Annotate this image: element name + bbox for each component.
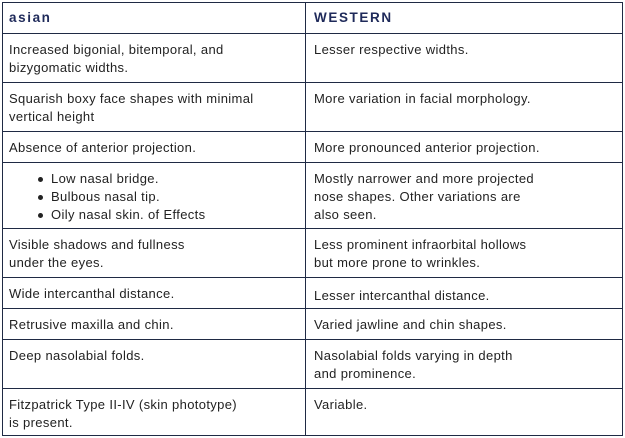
table-row <box>3 82 622 131</box>
western-cell <box>306 278 622 308</box>
cell-line: nose shapes. Other variations are <box>314 189 521 204</box>
western-cell <box>306 34 622 82</box>
western-cell <box>306 309 622 339</box>
table-row <box>3 388 622 435</box>
cell-line: Absence of anterior projection. <box>9 140 197 155</box>
asian-cell <box>3 83 306 131</box>
cell-line: More variation in facial morphology. <box>314 91 531 106</box>
cell-line: Less prominent infraorbital hollows <box>314 237 527 252</box>
comparison-table <box>2 2 623 436</box>
cell-line: Deep nasolabial folds. <box>9 348 145 363</box>
bullet-list <box>9 170 297 224</box>
asian-cell <box>3 132 306 162</box>
western-cell <box>306 340 622 388</box>
asian-cell <box>3 389 306 435</box>
cell-line: Varied jawline and chin shapes. <box>314 317 507 332</box>
asian-cell <box>3 229 306 277</box>
asian-cell <box>3 278 306 308</box>
header-western: WESTERN <box>314 10 393 25</box>
cell-line: vertical height <box>9 109 95 124</box>
cell-line: Wide intercanthal distance. <box>9 286 175 301</box>
cell-line: also seen. <box>314 207 377 222</box>
table-row <box>3 131 622 162</box>
western-cell <box>306 83 622 131</box>
cell-line: and prominence. <box>314 366 417 381</box>
cell-line: under the eyes. <box>9 255 104 270</box>
cell-line: bizygomatic widths. <box>9 60 129 75</box>
bullet-item: Oily nasal skin. of Effects <box>51 206 297 224</box>
header-asian: asian <box>3 3 306 33</box>
cell-line: Squarish boxy face shapes with minimal <box>9 91 254 106</box>
bullet-item: Bulbous nasal tip. <box>51 188 297 206</box>
table-header-row <box>3 3 622 33</box>
cell-line: Variable. <box>314 397 368 412</box>
western-cell <box>306 229 622 277</box>
cell-line: is present. <box>9 415 73 430</box>
western-cell <box>306 163 622 228</box>
table-row <box>3 162 622 228</box>
bullet-item: Low nasal bridge. <box>51 170 297 188</box>
asian-cell <box>3 309 306 339</box>
western-cell <box>306 389 622 435</box>
cell-line: but more prone to wrinkles. <box>314 255 481 270</box>
table-row <box>3 228 622 277</box>
table-row <box>3 33 622 82</box>
cell-line: Lesser respective widths. <box>314 42 469 57</box>
asian-cell <box>3 163 306 228</box>
western-cell <box>306 132 622 162</box>
cell-line: Nasolabial folds varying in depth <box>314 348 513 363</box>
table-row <box>3 277 622 308</box>
cell-line: Lesser intercanthal distance. <box>314 288 490 303</box>
cell-line: Retrusive maxilla and chin. <box>9 317 174 332</box>
asian-cell <box>3 34 306 82</box>
cell-line: Fitzpatrick Type II-IV (skin phototype) <box>9 397 237 412</box>
table-row <box>3 339 622 388</box>
table-row <box>3 308 622 339</box>
cell-line: Visible shadows and fullness <box>9 237 185 252</box>
cell-line: Mostly narrower and more projected <box>314 171 534 186</box>
asian-cell <box>3 340 306 388</box>
cell-line: More pronounced anterior projection. <box>314 140 540 155</box>
cell-line: Increased bigonial, bitemporal, and <box>9 42 224 57</box>
